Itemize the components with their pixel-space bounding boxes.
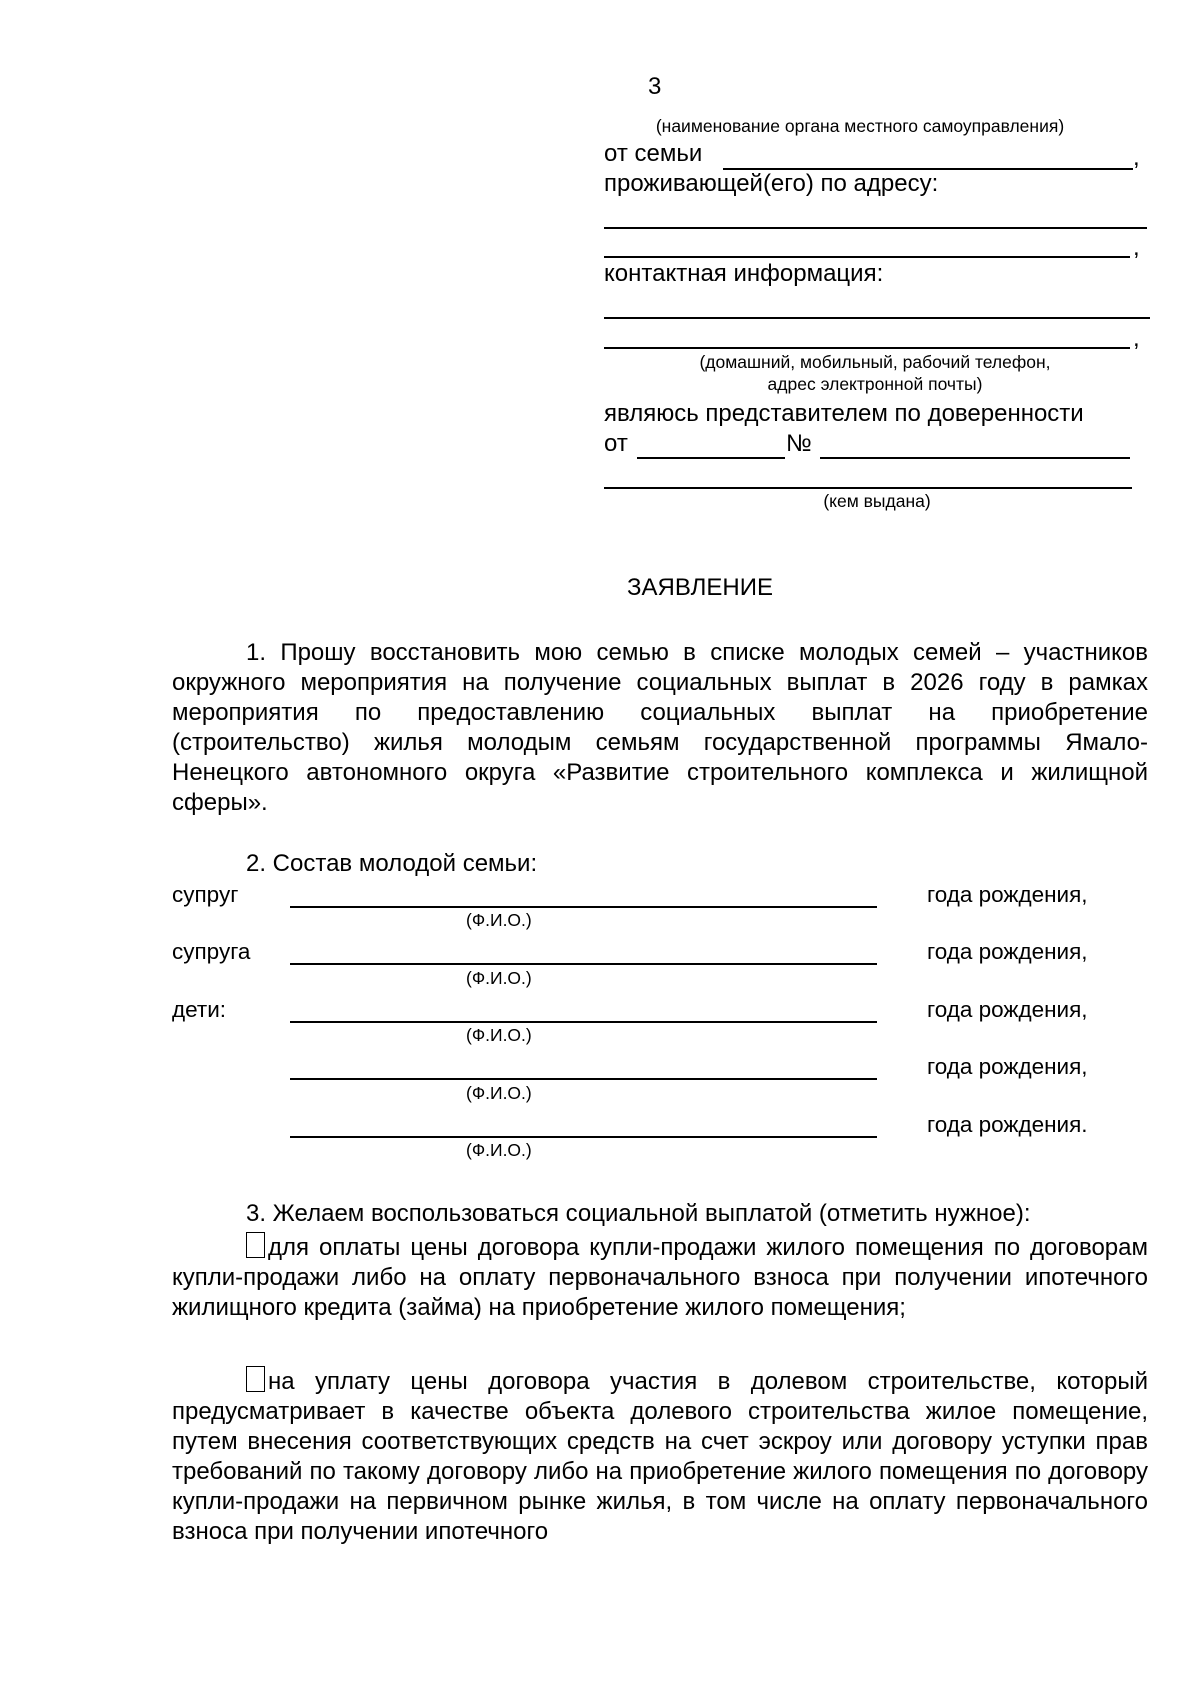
husband-name-field[interactable] bbox=[290, 906, 877, 908]
payment-option-1 bbox=[172, 1232, 1148, 1323]
child-3-name-field[interactable] bbox=[290, 1136, 877, 1138]
representative-label: являюсь представителем по доверенности bbox=[604, 400, 1084, 427]
address-field-1[interactable] bbox=[604, 227, 1147, 229]
comma: , bbox=[1133, 325, 1140, 352]
contact-caption-line-2: адрес электронной почты) bbox=[767, 374, 983, 394]
paragraph-1: 1. Прошу восстановить мою семью в списке молодых семей – участников окружного мероприятия на получение социальных выплат в 2026 году в рамках мероприятия по предоставлению социальных выплат на приобретение (строительство) жилья молодым семьям государственной программы Ямало-Ненецкого автономного округа «Развитие строительного комплекса и жилищной сферы». bbox=[172, 639, 1148, 816]
birth-year-label: года рождения, bbox=[927, 1054, 1088, 1079]
page-number: 3 bbox=[648, 73, 662, 100]
payment-option-2-text: на уплату цены договора участия в долевом строительстве, который предусматривает в качестве объекта долевого строительства жилое помещение, путем внесения соответствующих средств на счет эскроу или договору уступки прав требований по такому договору либо на приобретение жилого помещения по договору купли-продажи на первичном рынке жилья, в том числе на оплату первоначального взноса при получении ипотечного bbox=[172, 1368, 1148, 1545]
child-1-name-field[interactable] bbox=[290, 1021, 877, 1023]
power-of-attorney-from-label: от bbox=[604, 430, 628, 457]
child-2-name-field[interactable] bbox=[290, 1078, 877, 1080]
fio-caption: (Ф.И.О.) bbox=[466, 1025, 532, 1045]
document-title: ЗАЯВЛЕНИЕ bbox=[627, 574, 773, 601]
spouse-husband-label: супруг bbox=[172, 882, 239, 907]
comma: , bbox=[1133, 144, 1140, 171]
org-name-caption: (наименование органа местного самоуправления) bbox=[655, 116, 1065, 136]
from-family-label: от семьи bbox=[604, 140, 703, 167]
birth-year-label: года рождения. bbox=[927, 1112, 1088, 1137]
birth-year-label: года рождения, bbox=[927, 997, 1088, 1022]
power-of-attorney-date-field[interactable] bbox=[637, 457, 785, 459]
payment-option-2 bbox=[172, 1366, 1148, 1547]
wife-name-field[interactable] bbox=[290, 963, 877, 965]
fio-caption: (Ф.И.О.) bbox=[466, 910, 532, 930]
contact-field-2[interactable] bbox=[604, 347, 1130, 349]
family-heading: 2. Состав молодой семьи: bbox=[246, 850, 538, 877]
contact-label: контактная информация: bbox=[604, 260, 884, 287]
children-label: дети: bbox=[172, 997, 227, 1022]
issued-by-field[interactable] bbox=[604, 487, 1132, 489]
option-1-checkbox[interactable] bbox=[246, 1232, 265, 1258]
option-2-checkbox[interactable] bbox=[246, 1366, 265, 1392]
contact-field-1[interactable] bbox=[604, 317, 1150, 319]
residing-label: проживающей(его) по адресу: bbox=[604, 170, 939, 197]
number-sign: № bbox=[786, 430, 812, 457]
fio-caption: (Ф.И.О.) bbox=[466, 968, 532, 988]
fio-caption: (Ф.И.О.) bbox=[466, 1083, 532, 1103]
contact-caption-line-1: (домашний, мобильный, рабочий телефон, bbox=[699, 352, 1051, 372]
birth-year-label: года рождения, bbox=[927, 939, 1088, 964]
birth-year-label: года рождения, bbox=[927, 882, 1088, 907]
spouse-wife-label: супруга bbox=[172, 939, 251, 964]
payment-option-1-text: для оплаты цены договора купли-продажи жилого помещения по договорам купли-продажи либо на оплату первоначального взноса при получении ипотечного жилищного кредита (займа) на приобретение жилого помещения; bbox=[172, 1234, 1148, 1321]
payment-heading: 3. Желаем воспользоваться социальной выплатой (отметить нужное): bbox=[246, 1200, 1031, 1227]
fio-caption: (Ф.И.О.) bbox=[466, 1140, 532, 1160]
issued-by-caption: (кем выдана) bbox=[823, 491, 931, 511]
power-of-attorney-number-field[interactable] bbox=[820, 457, 1130, 459]
comma: , bbox=[1133, 234, 1140, 261]
address-field-2[interactable] bbox=[604, 256, 1130, 258]
